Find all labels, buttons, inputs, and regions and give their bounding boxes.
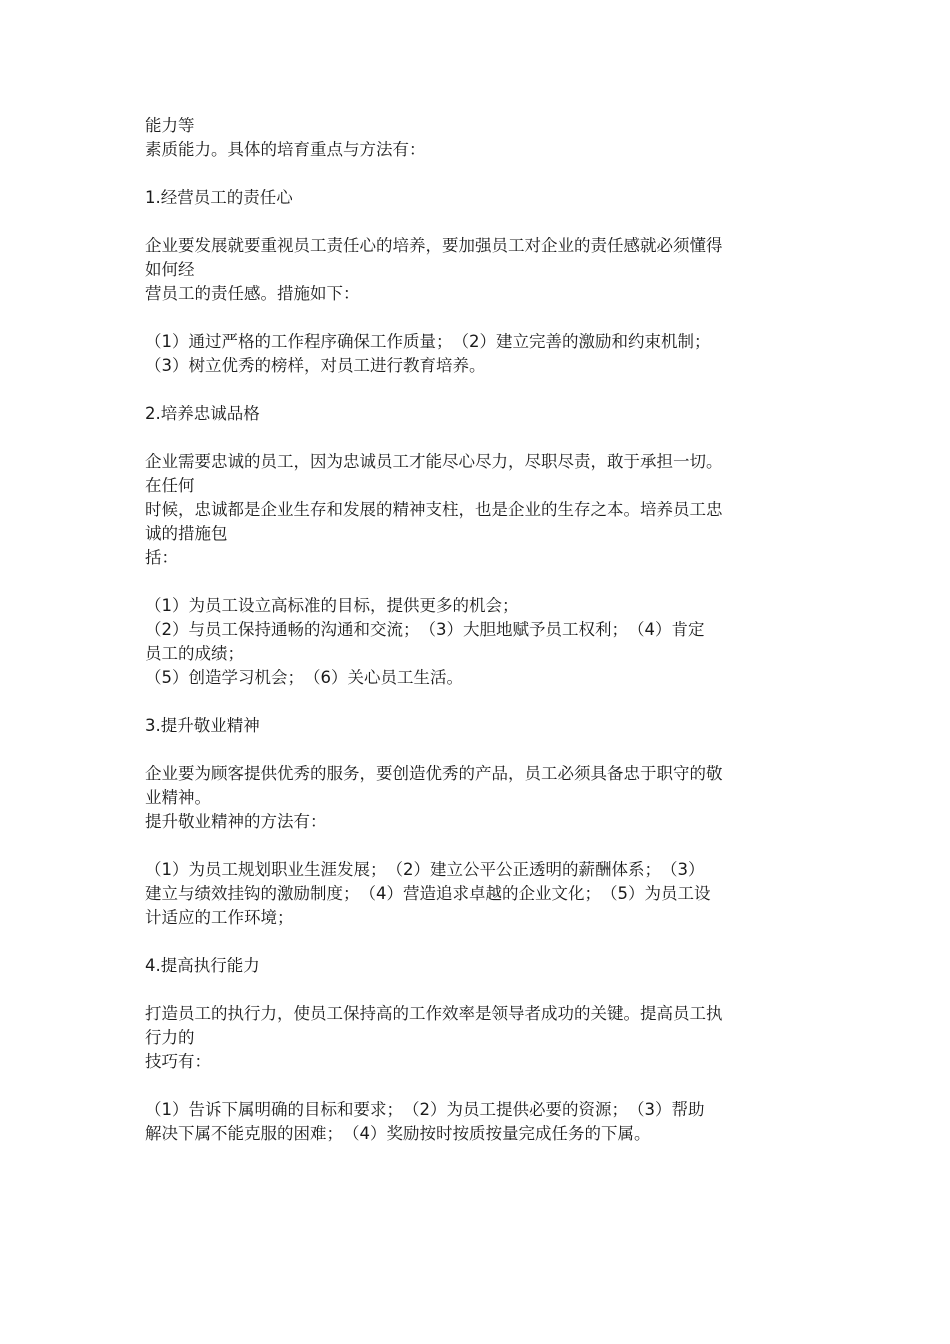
text-line: 计适应的工作环境； <box>145 908 294 927</box>
text-line: （5）创造学习机会； （6）关心员工生活。 <box>145 668 463 687</box>
text-line: （3）树立优秀的榜样，对员工进行教育培养。 <box>145 356 486 375</box>
text-line: （2）与员工保持通畅的沟通和交流； （3）大胆地赋予员工权利； （4）肯定 <box>145 620 705 639</box>
paragraph-gap <box>145 210 809 234</box>
paragraph-gap <box>145 570 809 594</box>
paragraph-gap <box>145 1074 809 1098</box>
paragraph-gap <box>145 306 809 330</box>
text-line: 在任何 <box>145 476 195 495</box>
paragraph-gap <box>145 378 809 402</box>
paragraph-gap <box>145 738 809 762</box>
text-line: 企业需要忠诚的员工，因为忠诚员工才能尽心尽力，尽职尽责，敢于承担一切。 <box>145 452 723 471</box>
paragraph-gap <box>145 426 809 450</box>
text-line: 技巧有： <box>145 1052 211 1071</box>
text-line: 如何经 <box>145 260 195 279</box>
text-line: （1）为员工设立高标准的目标，提供更多的机会； <box>145 596 519 615</box>
text-line: 括： <box>145 548 178 567</box>
paragraph-gap <box>145 834 809 858</box>
text-line: 时候，忠诚都是企业生存和发展的精神支柱，也是企业的生存之本。培养员工忠 <box>145 500 723 519</box>
text-line: （1）告诉下属明确的目标和要求； （2）为员工提供必要的资源； （3）帮助 <box>145 1100 705 1119</box>
paragraph-gap <box>145 930 809 954</box>
text-line: 员工的成绩； <box>145 644 244 663</box>
paragraph-gap <box>145 690 809 714</box>
text-line: （1）为员工规划职业生涯发展； （2）建立公平公正透明的薪酬体系； （3） <box>145 860 705 879</box>
section-heading: 3.提升敬业精神 <box>145 716 260 735</box>
text-line: 解决下属不能克服的困难； （4）奖励按时按质按量完成任务的下属。 <box>145 1124 651 1143</box>
text-line: 提升敬业精神的方法有： <box>145 812 327 831</box>
paragraph-gap <box>145 978 809 1002</box>
text-line: 企业要发展就要重视员工责任心的培养，要加强员工对企业的责任感就必须懂得 <box>145 236 723 255</box>
text-line: 业精神。 <box>145 788 211 807</box>
text-line: 营员工的责任感。措施如下： <box>145 284 360 303</box>
text-line: 打造员工的执行力，使员工保持高的工作效率是领导者成功的关键。提高员工执 <box>145 1004 723 1023</box>
text-line: 素质能力。具体的培育重点与方法有： <box>145 140 426 159</box>
section-heading: 1.经营员工的责任心 <box>145 188 293 207</box>
text-line: 行力的 <box>145 1028 195 1047</box>
text-line: （1）通过严格的工作程序确保工作质量； （2）建立完善的激励和约束机制； <box>145 332 711 351</box>
text-line: 建立与绩效挂钩的激励制度； （4）营造追求卓越的企业文化； （5）为员工设 <box>145 884 711 903</box>
paragraph-gap <box>145 162 809 186</box>
document-page <box>145 114 809 1146</box>
section-heading: 4.提高执行能力 <box>145 956 260 975</box>
text-line: 能力等 <box>145 116 195 135</box>
section-heading: 2.培养忠诚品格 <box>145 404 260 423</box>
text-line: 企业要为顾客提供优秀的服务，要创造优秀的产品，员工必须具备忠于职守的敬 <box>145 764 723 783</box>
text-line: 诚的措施包 <box>145 524 228 543</box>
